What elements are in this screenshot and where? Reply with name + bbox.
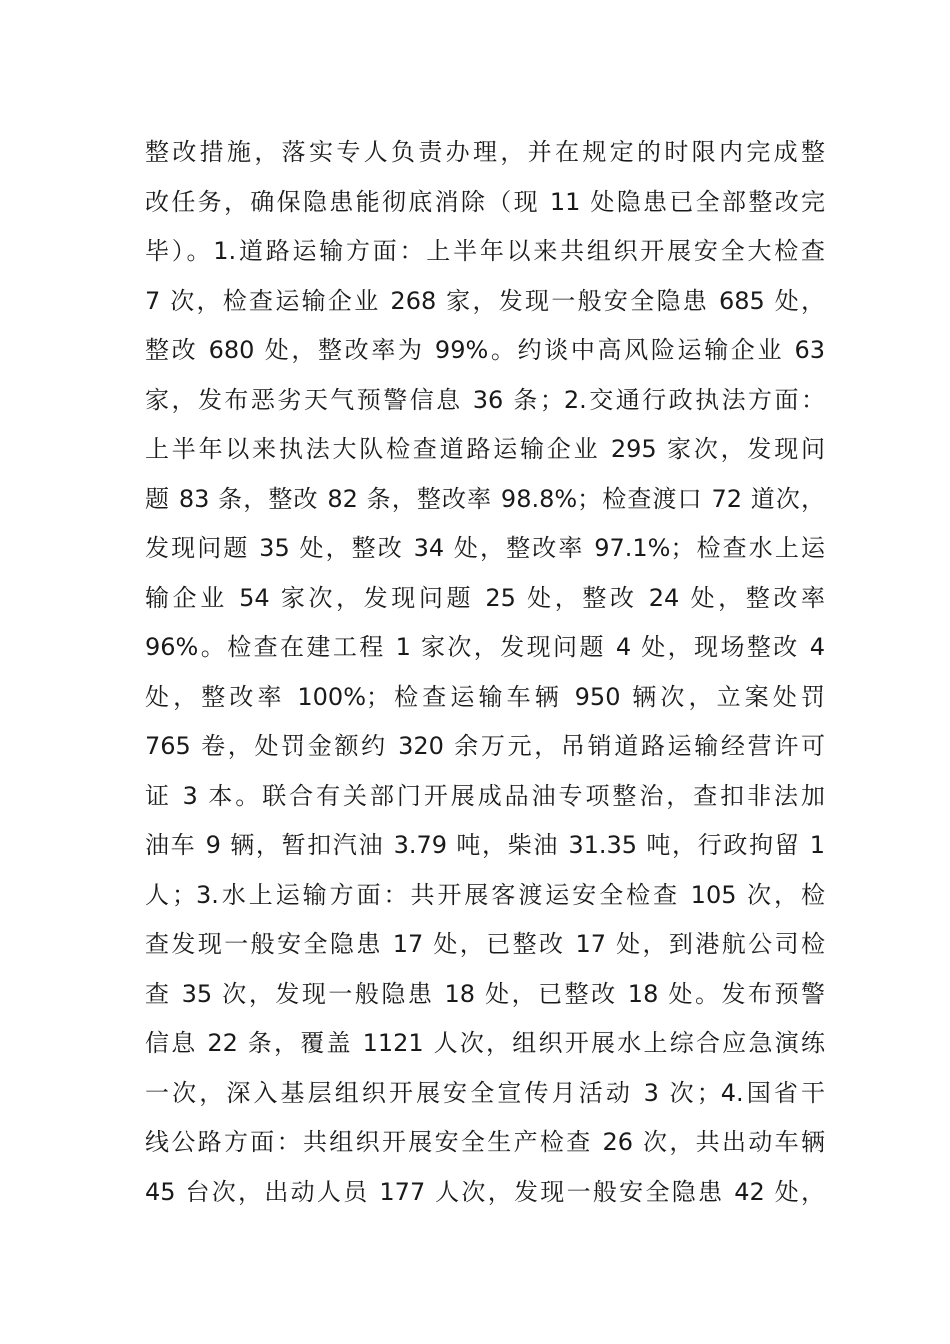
text-line-6: 家，发布恶劣天气预警信息 36 条；2.交通行政执法方面： [145, 385, 825, 414]
text-line-19: 信息 22 条，覆盖 1121 人次，组织开展水上综合应急演练 [145, 1029, 825, 1057]
text-line-9: 发现问题 35 处，整改 34 处，整改率 97.1%；检查水上运 [145, 534, 825, 562]
text-line-14: 证 3 本。联合有关部门开展成品油专项整治，查扣非法加 [145, 781, 825, 810]
text-line-17: 查发现一般安全隐患 17 处，已整改 17 处，到港航公司检 [145, 930, 825, 958]
text-line-10: 输企业 54 家次，发现问题 25 处，整改 24 处，整改率 [145, 583, 825, 612]
text-line-18: 查 35 次，发现一般隐患 18 处，已整改 18 处。发布预警 [145, 979, 825, 1008]
text-line-8: 题 83 条，整改 82 条，整改率 98.8%；检查渡口 72 道次， [145, 484, 825, 513]
text-line-12: 处，整改率 100%；检查运输车辆 950 辆次，立案处罚 [145, 682, 825, 711]
text-line-21: 线公路方面：共组织开展安全生产检查 26 次，共出动车辆 [145, 1128, 825, 1156]
text-line-20: 一次，深入基层组织开展安全宣传月活动 3 次；4.国省干 [145, 1078, 825, 1107]
text-line-2: 改任务，确保隐患能彻底消除（现 11 处隐患已全部整改完 [145, 187, 825, 216]
text-line-1: 整改措施，落实专人负责办理，并在规定的时限内完成整 [145, 138, 825, 166]
text-line-15: 油车 9 辆，暂扣汽油 3.79 吨，柴油 31.35 吨，行政拘留 1 [145, 831, 825, 859]
text-line-4: 7 次，检查运输企业 268 家，发现一般安全隐患 685 处， [145, 286, 825, 315]
text-line-22: 45 台次，出动人员 177 人次，发现一般安全隐患 42 处， [145, 1177, 825, 1206]
text-line-16: 人；3.水上运输方面：共开展客渡运安全检查 105 次，检 [145, 880, 825, 909]
body-paragraph [145, 128, 825, 1217]
text-line-5: 整改 680 处，整改率为 99%。约谈中高风险运输企业 63 [145, 336, 825, 364]
text-line-13: 765 卷，处罚金额约 320 余万元，吊销道路运输经营许可 [145, 732, 825, 760]
text-line-7: 上半年以来执法大队检查道路运输企业 295 家次，发现问 [145, 435, 825, 463]
text-line-3: 毕）。1.道路运输方面：上半年以来共组织开展安全大检查 [145, 237, 825, 265]
text-line-11: 96%。检查在建工程 1 家次，发现问题 4 处，现场整改 4 [145, 633, 825, 661]
